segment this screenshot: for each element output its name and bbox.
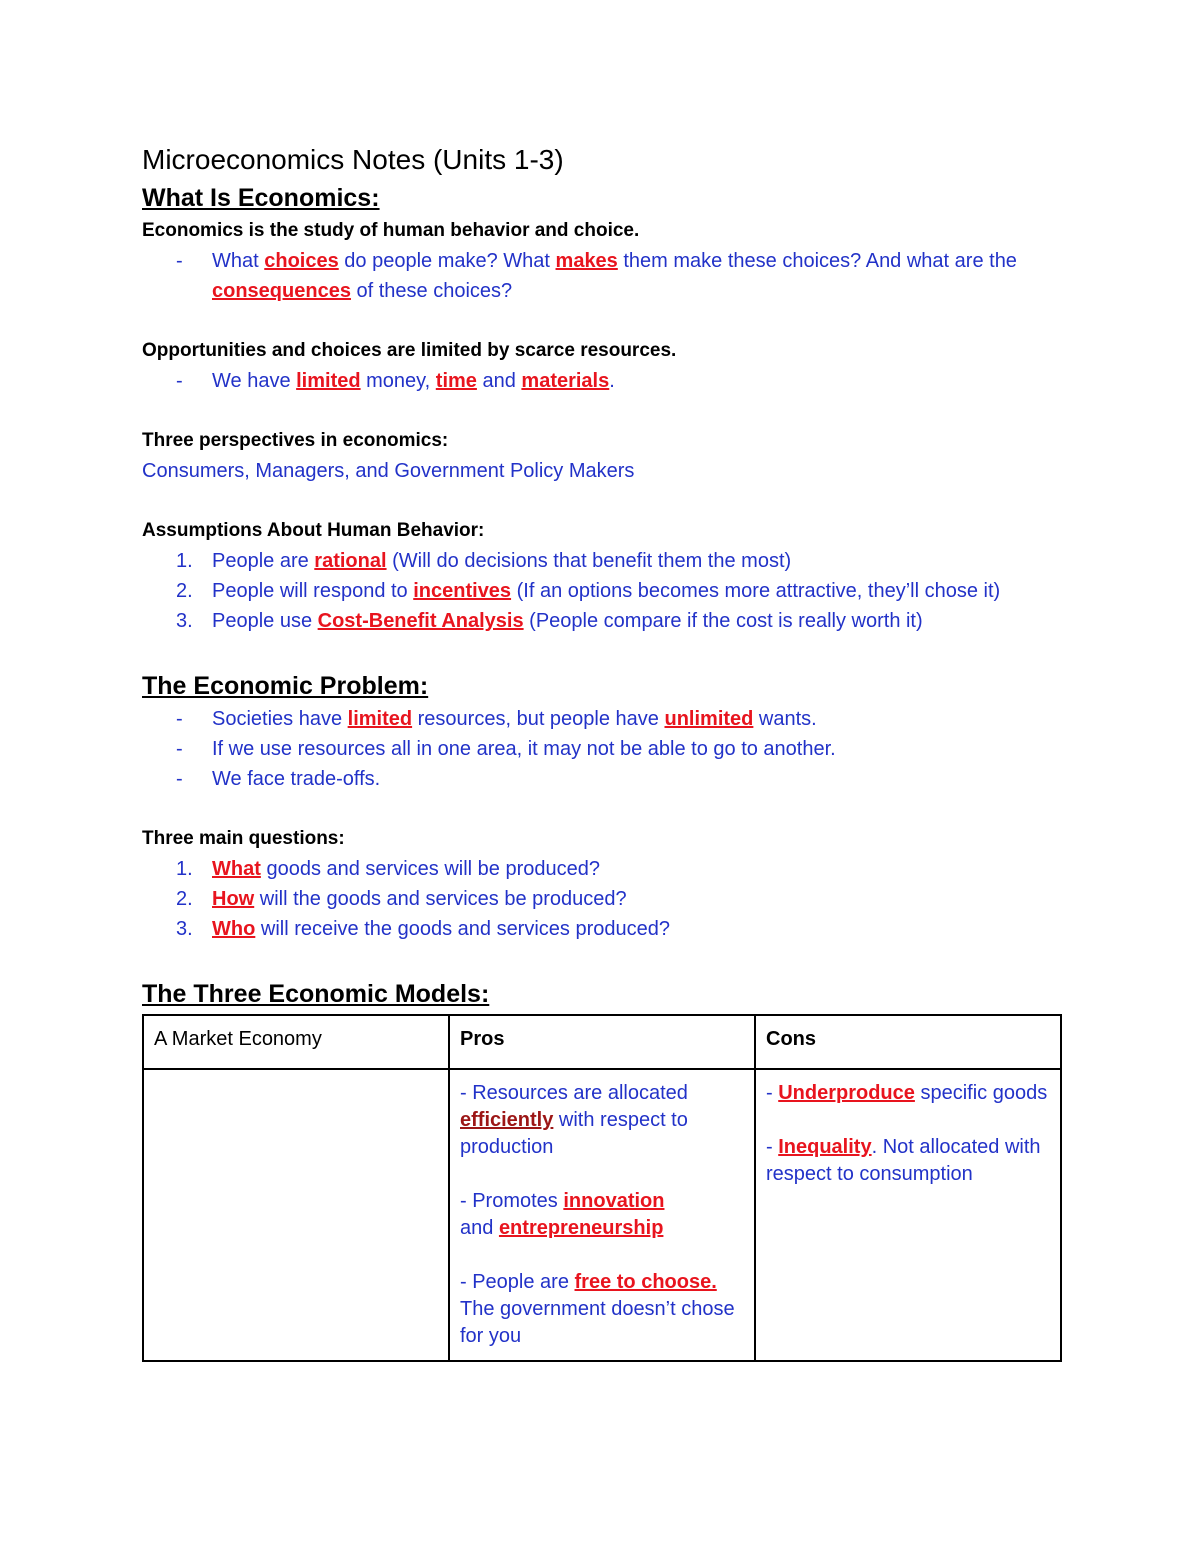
keyword: time <box>435 370 477 392</box>
keyword: What <box>212 858 261 880</box>
heading-perspectives: Three perspectives in economics: <box>142 430 449 451</box>
list-item: 1. What goods and services will be produced? <box>142 854 1062 884</box>
keyword: entrepreneurship <box>498 1217 664 1239</box>
cons-paragraph: - Underproduce specific goods <box>766 1082 1048 1104</box>
list-item: 3. Who will receive the goods and services produced? <box>142 914 1062 944</box>
cons-paragraph: - Inequality. Not allocated with respect to consumption <box>766 1136 1041 1185</box>
keyword: unlimited <box>664 708 754 730</box>
keyword: makes <box>555 250 618 272</box>
keyword: choices <box>264 250 339 272</box>
keyword: rational <box>314 550 387 572</box>
heading-main-questions: Three main questions: <box>142 828 345 849</box>
keyword: How <box>212 888 255 910</box>
list-item: 3. People use Cost-Benefit Analysis (People compare if the cost is really worth it) <box>142 606 1062 636</box>
heading-economic-problem: The Economic Problem: <box>142 672 429 700</box>
table-cell-empty <box>143 1069 449 1361</box>
number-marker: 2. <box>176 888 193 910</box>
table-header-row <box>143 1015 1061 1069</box>
list-item: 1. People are rational (Will do decisions that benefit them the most) <box>142 546 1062 576</box>
list-item: - We face trade-offs. <box>142 764 1062 794</box>
list-item: 2. How will the goods and services be produced? <box>142 884 1062 914</box>
keyword: Inequality <box>778 1136 872 1158</box>
table-header-cell: Cons <box>755 1015 1061 1069</box>
list-item: - Societies have limited resources, but people have unlimited wants. <box>142 704 1062 734</box>
number-marker: 3. <box>176 918 193 940</box>
heading-scarcity: Opportunities and choices are limited by scarce resources. <box>142 340 677 361</box>
keyword: Underproduce <box>778 1082 915 1104</box>
document-content <box>142 140 1062 1362</box>
heading-economic-models: The Three Economic Models: <box>142 980 490 1008</box>
table-row <box>143 1069 1061 1361</box>
number-marker: 3. <box>176 610 193 632</box>
keyword: Cost-Benefit Analysis <box>317 610 524 632</box>
keyword: efficiently <box>460 1109 554 1131</box>
cons-cell <box>755 1069 1061 1361</box>
pros-cell <box>449 1069 755 1361</box>
pros-paragraph: - Promotes innovation and entrepreneurship <box>460 1190 665 1239</box>
keyword: Who <box>212 918 256 940</box>
assumptions-list <box>142 546 1062 636</box>
number-marker: 1. <box>176 858 193 880</box>
perspectives-text: Consumers, Managers, and Government Policy Makers <box>142 460 635 482</box>
keyword: limited <box>347 708 413 730</box>
scarcity-list <box>142 366 1062 396</box>
keyword: limited <box>296 370 361 392</box>
keyword: consequences <box>212 280 351 302</box>
document-title: Microeconomics Notes (Units 1-3) <box>142 144 564 175</box>
dash-marker: - <box>176 370 183 392</box>
keyword: incentives <box>413 580 512 602</box>
dash-marker: - <box>176 708 183 730</box>
list-item: 2. People will respond to incentives (If an options becomes more attractive, they’ll chose it) <box>142 576 1062 606</box>
heading-what-is-economics: What Is Economics: <box>142 184 380 212</box>
pros-paragraph: - Resources are allocated efficiently with respect to production <box>460 1082 688 1158</box>
table-header-cell: A Market Economy <box>143 1015 449 1069</box>
heading-assumptions: Assumptions About Human Behavior: <box>142 520 485 541</box>
pros-paragraph: - People are free to choose. The government doesn’t chose for you <box>460 1271 735 1347</box>
number-marker: 1. <box>176 550 193 572</box>
keyword: materials <box>521 370 610 392</box>
list-item: - If we use resources all in one area, it may not be able to go to another. <box>142 734 1062 764</box>
dash-marker: - <box>176 738 183 760</box>
questions-list <box>142 854 1062 944</box>
keyword: innovation <box>563 1190 665 1212</box>
economic-models-table <box>142 1014 1062 1362</box>
keyword: free to choose. <box>574 1271 717 1293</box>
economics-definition: Economics is the study of human behavior and choice. <box>142 220 640 241</box>
what-is-list <box>142 246 1062 306</box>
list-item: - What choices do people make? What makes them make these choices? And what are the consequences of these choices? <box>142 246 1062 306</box>
list-item: - We have limited money, time and materials. <box>142 366 1062 396</box>
dash-marker: - <box>176 250 183 272</box>
problem-list <box>142 704 1062 794</box>
dash-marker: - <box>176 768 183 790</box>
table-header-cell: Pros <box>449 1015 755 1069</box>
number-marker: 2. <box>176 580 193 602</box>
